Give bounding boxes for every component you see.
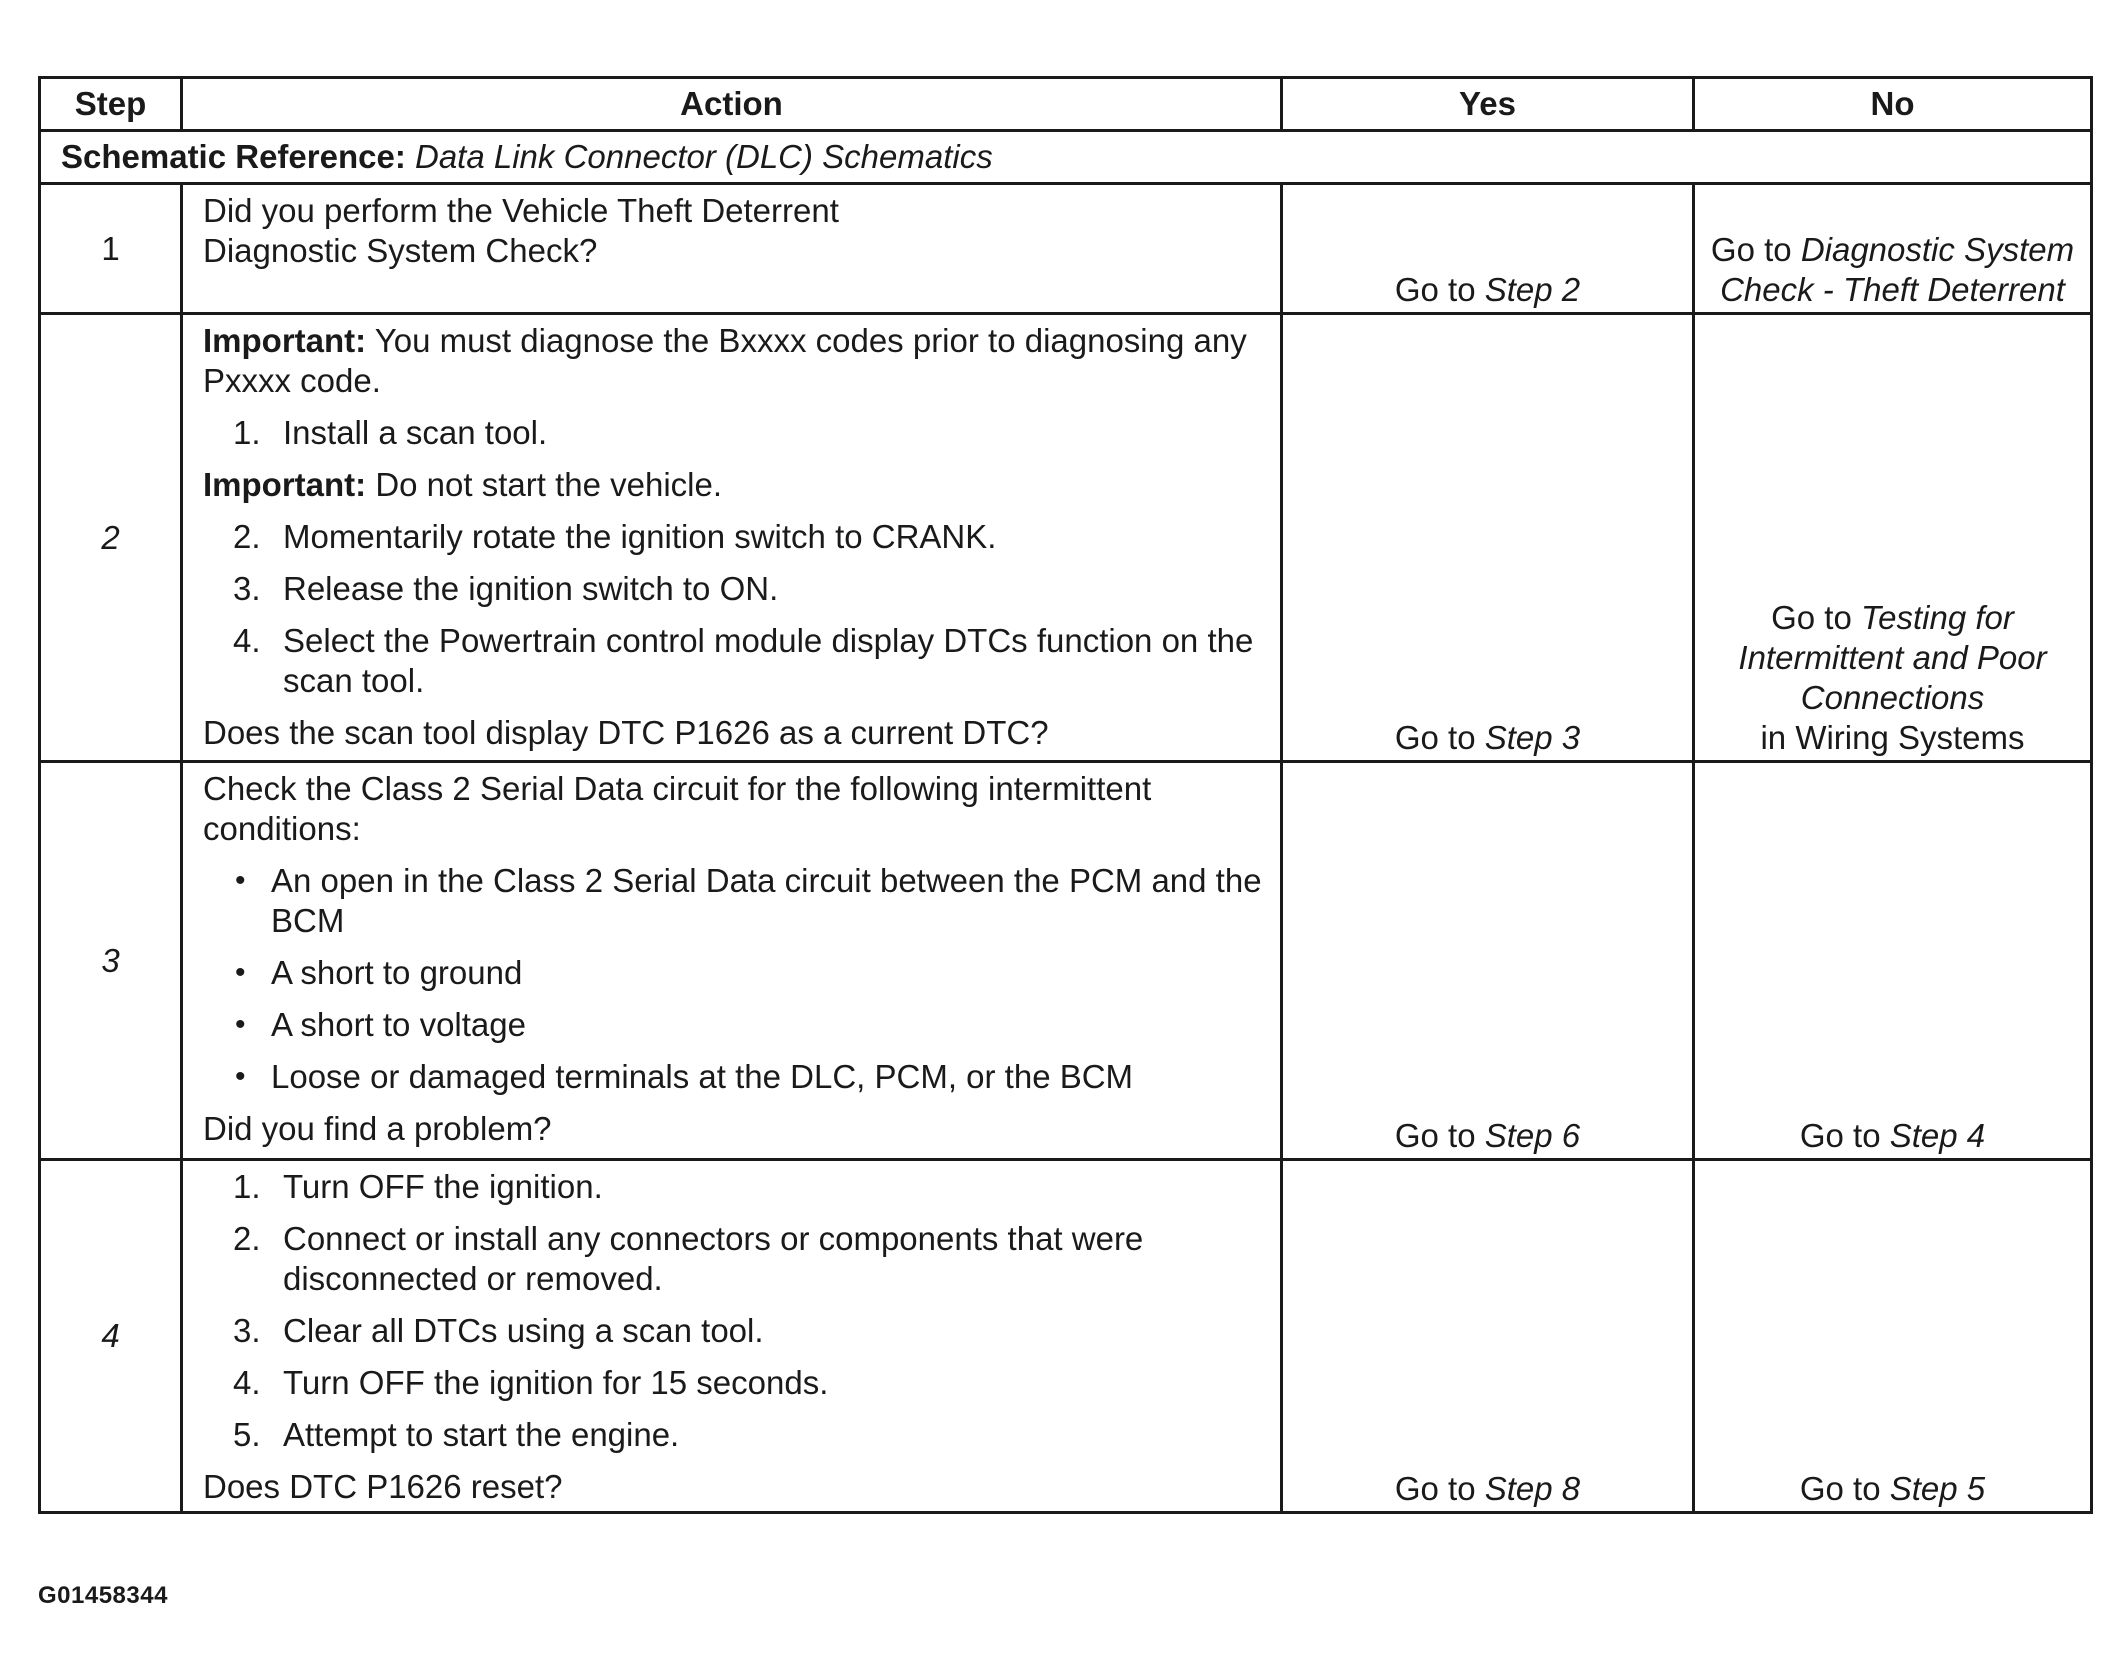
list-item-text: Select the Powertrain control module display DTCs function on the scan tool.	[283, 622, 1254, 699]
no-cell	[1694, 762, 2092, 1160]
no-cell	[1694, 314, 2092, 762]
no-target-link[interactable]: Testing for Intermittent and Poor Connections	[1738, 599, 2047, 716]
important-note	[203, 465, 1264, 505]
no-target-link[interactable]: Step 5	[1889, 1470, 1986, 1507]
header-no: No	[1694, 78, 2092, 131]
action-question: Does DTC P1626 reset?	[203, 1468, 563, 1505]
list-item	[203, 953, 1264, 993]
list-item	[203, 517, 1264, 557]
yes-target-link[interactable]: Step 6	[1484, 1117, 1581, 1154]
list-number: 4.	[233, 1364, 261, 1401]
list-number: 1.	[233, 414, 261, 451]
list-item-text: Attempt to start the engine.	[283, 1416, 680, 1453]
yes-cell	[1282, 314, 1694, 762]
important-text: You must diagnose the Bxxxx codes prior to diagnosing any Pxxxx code.	[203, 322, 1247, 399]
list-number: 1.	[233, 1168, 261, 1205]
step-number: 4	[40, 1160, 182, 1513]
no-cell	[1694, 184, 2092, 314]
list-item	[203, 1057, 1264, 1097]
no-cell	[1694, 1160, 2092, 1513]
list-number: 5.	[233, 1416, 261, 1453]
table-row	[40, 1160, 2092, 1513]
schematic-reference-cell	[40, 131, 2092, 184]
list-item	[203, 1363, 1264, 1403]
important-label: Important:	[203, 466, 367, 503]
list-item	[203, 861, 1264, 941]
step-number: 1	[40, 184, 182, 314]
list-item	[203, 1167, 1264, 1207]
no-target-link[interactable]: Step 4	[1889, 1117, 1986, 1154]
action-cell	[182, 1160, 1282, 1513]
action-question: Does the scan tool display DTC P1626 as a current DTC?	[203, 714, 1049, 751]
list-number: 4.	[233, 622, 261, 659]
list-item-text: Clear all DTCs using a scan tool.	[283, 1312, 764, 1349]
action-cell	[182, 184, 1282, 314]
diagnostic-table	[38, 76, 2093, 1514]
action-cell	[182, 314, 1282, 762]
list-number: 2.	[233, 1220, 261, 1257]
yes-target-link[interactable]: Step 3	[1484, 719, 1581, 756]
table-row	[40, 314, 2092, 762]
list-number: 2.	[233, 518, 261, 555]
header-yes: Yes	[1282, 78, 1694, 131]
table-row	[40, 762, 2092, 1160]
list-item	[203, 413, 1264, 453]
list-item-text: A short to voltage	[271, 1006, 526, 1043]
no-target-link[interactable]: Diagnostic System Check - Theft Deterrent	[1720, 231, 2075, 308]
list-item	[203, 621, 1264, 701]
yes-cell	[1282, 762, 1694, 1160]
numbered-list	[203, 413, 1264, 453]
list-item-text: Release the ignition switch to ON.	[283, 570, 779, 607]
important-note	[203, 321, 1264, 401]
action-intro: Check the Class 2 Serial Data circuit for the following intermittent conditions:	[203, 770, 1152, 847]
bullet-icon: •	[235, 864, 246, 897]
table-header-row	[40, 78, 2092, 131]
schematic-reference-row	[40, 131, 2092, 184]
header-action: Action	[182, 78, 1282, 131]
list-item-text: Connect or install any connectors or components that were disconnected or removed.	[283, 1220, 1144, 1297]
list-item-text: Momentarily rotate the ignition switch to CRANK.	[283, 518, 997, 555]
list-item	[203, 1415, 1264, 1455]
no-suffix: in Wiring Systems	[1760, 719, 2025, 756]
yes-cell	[1282, 1160, 1694, 1513]
list-item	[203, 1005, 1264, 1045]
numbered-list	[203, 1167, 1264, 1455]
list-item-text: Turn OFF the ignition for 15 seconds.	[283, 1364, 829, 1401]
yes-prefix: Go to	[1394, 1470, 1476, 1507]
header-step: Step	[40, 78, 182, 131]
list-item	[203, 1311, 1264, 1351]
action-question: Did you perform the Vehicle Theft Deterrent Diagnostic System Check?	[203, 192, 839, 269]
yes-target-link[interactable]: Step 2	[1484, 271, 1581, 308]
schematic-reference-link[interactable]: Data Link Connector (DLC) Schematics	[415, 138, 993, 175]
list-item-text: Turn OFF the ignition.	[283, 1168, 603, 1205]
yes-target-link[interactable]: Step 8	[1484, 1470, 1581, 1507]
list-number: 3.	[233, 1312, 261, 1349]
table-row	[40, 184, 2092, 314]
list-item	[203, 1219, 1264, 1299]
list-item	[203, 569, 1264, 609]
step-number: 3	[40, 762, 182, 1160]
no-prefix: Go to	[1799, 1117, 1881, 1154]
bullet-icon: •	[235, 956, 246, 989]
list-item-text: A short to ground	[271, 954, 523, 991]
yes-prefix: Go to	[1394, 719, 1476, 756]
yes-prefix: Go to	[1394, 271, 1476, 308]
list-item-text: Loose or damaged terminals at the DLC, PCM, or the BCM	[271, 1058, 1134, 1095]
no-prefix: Go to	[1799, 1470, 1881, 1507]
list-item-text: Install a scan tool.	[283, 414, 548, 451]
step-number: 2	[40, 314, 182, 762]
diagnostic-table-page	[38, 76, 2090, 1514]
list-number: 3.	[233, 570, 261, 607]
schematic-reference-label: Schematic Reference:	[61, 138, 406, 175]
yes-prefix: Go to	[1394, 1117, 1476, 1154]
list-item-text: An open in the Class 2 Serial Data circuit between the PCM and the BCM	[271, 862, 1262, 939]
yes-cell	[1282, 184, 1694, 314]
no-prefix: Go to	[1771, 599, 1852, 636]
bullet-list	[203, 861, 1264, 1097]
important-text: Do not start the vehicle.	[375, 466, 723, 503]
figure-id: G01458344	[38, 1582, 168, 1609]
no-prefix: Go to	[1710, 231, 1792, 268]
bullet-icon: •	[235, 1060, 246, 1093]
bullet-icon: •	[235, 1008, 246, 1041]
important-label: Important:	[203, 322, 367, 359]
numbered-list	[203, 517, 1264, 701]
action-question: Did you find a problem?	[203, 1110, 552, 1147]
action-cell	[182, 762, 1282, 1160]
